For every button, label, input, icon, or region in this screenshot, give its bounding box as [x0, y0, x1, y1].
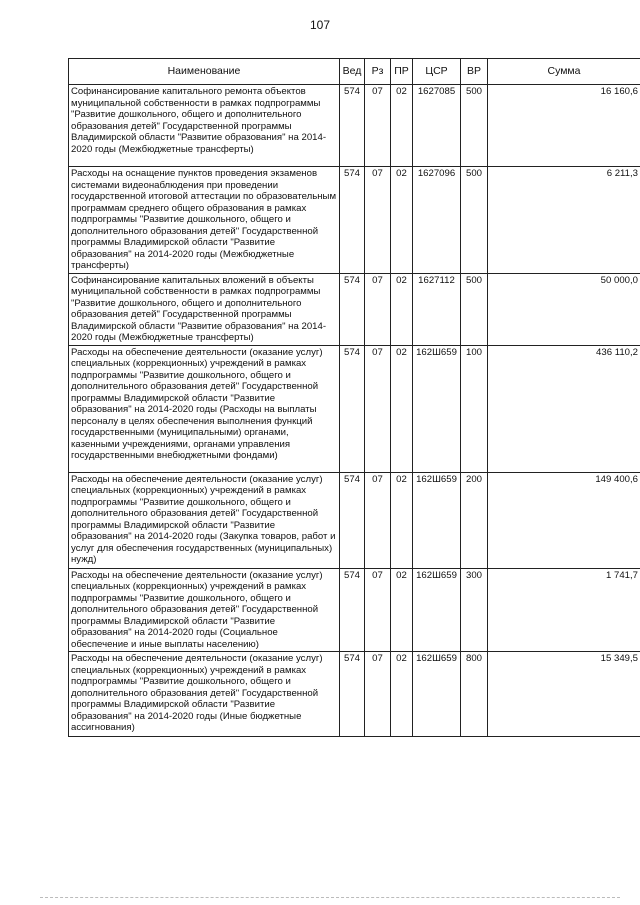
- row-csr: 162Ш659: [413, 568, 461, 652]
- row-name: Софинансирование капитального ремонта объектов муниципальной собственности в рамках подпрограммы "Развитие дошкольного, общего и дополнительного образования детей" Государственной программы Владимирской области "Развитие образования" на 2014-2020 годы (Межбюджетные трансферты): [69, 85, 340, 167]
- row-csr: 1627112: [413, 273, 461, 345]
- row-ved: 574: [340, 273, 365, 345]
- row-name: Софинансирование капитальных вложений в объекты муниципальной собственности в рамках подпрограммы "Развитие дошкольного, общего и дополнительного образования детей" Государственной программы Владимирской области "Развитие образования" на 2014-2020 годы (Межбюджетные трансферты): [69, 273, 340, 345]
- row-name: Расходы на оснащение пунктов проведения экзаменов системами видеонаблюдения при проведении государственной итоговой аттестации по образовательным программам среднего общего образования в рамках подпрограммы "Развитие дошкольного, общего и дополнительного образования детей" Государственной программы Владимирской области "Развитие образования" на 2014-2020 годы (Межбюджетные трансферты): [69, 167, 340, 274]
- row-rz: 07: [365, 568, 391, 652]
- row-sum: 149 400,6: [488, 472, 640, 568]
- row-sum: 1 741,7: [488, 568, 640, 652]
- row-rz: 07: [365, 167, 391, 274]
- row-sum: 16 160,6: [488, 85, 640, 167]
- row-csr: 162Ш659: [413, 345, 461, 472]
- header-csr: ЦСР: [413, 59, 461, 85]
- row-vr: 100: [461, 345, 488, 472]
- row-rz: 07: [365, 472, 391, 568]
- row-vr: 500: [461, 85, 488, 167]
- row-sum: 436 110,2: [488, 345, 640, 472]
- row-ved: 574: [340, 345, 365, 472]
- row-ved: 574: [340, 85, 365, 167]
- row-vr: 800: [461, 652, 488, 737]
- row-ved: 574: [340, 167, 365, 274]
- row-vr: 200: [461, 472, 488, 568]
- table-row: [69, 652, 640, 737]
- row-rz: 07: [365, 345, 391, 472]
- row-ved: 574: [340, 652, 365, 737]
- table-row: [69, 472, 640, 568]
- table-row: [69, 568, 640, 652]
- header-pr: ПР: [391, 59, 413, 85]
- row-name: Расходы на обеспечение деятельности (оказание услуг) специальных (коррекционных) учреждений в рамках подпрограммы "Развитие дошкольного, общего и дополнительного образования детей" Государственной программы Владимирской области "Развитие образования" на 2014-2020 годы (Социальное обеспечение и иные выплаты населению): [69, 568, 340, 652]
- header-name: Наименование: [69, 59, 340, 85]
- row-rz: 07: [365, 652, 391, 737]
- header-rz: Рз: [365, 59, 391, 85]
- table-row: [69, 273, 640, 345]
- row-csr: 162Ш659: [413, 652, 461, 737]
- row-pr: 02: [391, 652, 413, 737]
- scan-edge-line: [40, 897, 620, 899]
- row-vr: 300: [461, 568, 488, 652]
- header-sum: Сумма: [488, 59, 640, 85]
- row-pr: 02: [391, 472, 413, 568]
- row-name: Расходы на обеспечение деятельности (оказание услуг) специальных (коррекционных) учреждений в рамках подпрограммы "Развитие дошкольного, общего и дополнительного образования детей" Государственной программы Владимирской области "Развитие образования" на 2014-2020 годы (Закупка товаров, работ и услуг для обеспечения государственных (муниципальных) нужд): [69, 472, 340, 568]
- row-csr: 162Ш659: [413, 472, 461, 568]
- row-sum: 15 349,5: [488, 652, 640, 737]
- row-vr: 500: [461, 273, 488, 345]
- row-sum: 50 000,0: [488, 273, 640, 345]
- row-vr: 500: [461, 167, 488, 274]
- row-pr: 02: [391, 345, 413, 472]
- row-csr: 1627085: [413, 85, 461, 167]
- row-pr: 02: [391, 568, 413, 652]
- row-pr: 02: [391, 273, 413, 345]
- budget-table: [68, 58, 640, 737]
- row-pr: 02: [391, 167, 413, 274]
- table-row: [69, 85, 640, 167]
- row-ved: 574: [340, 472, 365, 568]
- row-rz: 07: [365, 273, 391, 345]
- row-csr: 1627096: [413, 167, 461, 274]
- table-row: [69, 345, 640, 472]
- table-row: [69, 167, 640, 274]
- header-ved: Вед: [340, 59, 365, 85]
- row-rz: 07: [365, 85, 391, 167]
- row-pr: 02: [391, 85, 413, 167]
- page-number: 107: [309, 18, 331, 32]
- row-ved: 574: [340, 568, 365, 652]
- row-sum: 6 211,3: [488, 167, 640, 274]
- header-vr: ВР: [461, 59, 488, 85]
- row-name: Расходы на обеспечение деятельности (оказание услуг) специальных (коррекционных) учреждений в рамках подпрограммы "Развитие дошкольного, общего и дополнительного образования детей" Государственной программы Владимирской области "Развитие образования" на 2014-2020 годы (Иные бюджетные ассигнования): [69, 652, 340, 737]
- table-header-row: [69, 59, 640, 85]
- row-name: Расходы на обеспечение деятельности (оказание услуг) специальных (коррекционных) учреждений в рамках подпрограммы "Развитие дошкольного, общего и дополнительного образования детей" Государственной программы Владимирской области "Развитие образования" на 2014-2020 годы (Расходы на выплаты персоналу в целях обеспечения выполнения функций государственными (муниципальными) органами, казенными учреждениями, органами управления государственными внебюджетными фондами): [69, 345, 340, 472]
